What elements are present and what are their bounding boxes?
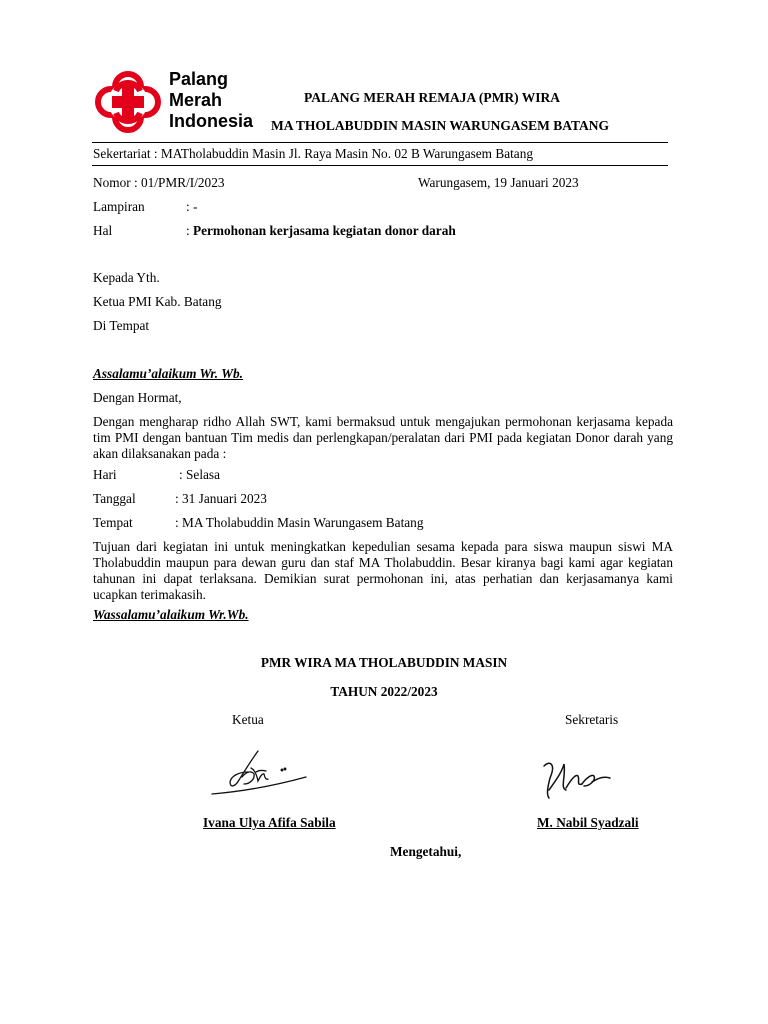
logo-line-1: Palang [169,69,229,89]
logo-text [169,69,253,132]
letter-number: Nomor : 01/PMR/I/2023 [93,175,225,190]
lampiran-label: Lampiran [93,199,145,214]
signature-org: PMR WIRA MA THOLABUDDIN MASIN [260,655,508,670]
recipient-line-2: Ketua PMI Kab. Batang [93,294,222,309]
greeting: Dengan Hormat, [93,390,182,405]
detail-tanggal-value: : 31 Januari 2023 [175,491,267,506]
name-ketua: Ivana Ulya Afifa Sabila [203,815,336,830]
header-line-1: PALANG MERAH REMAJA (PMR) WIRA [304,90,560,105]
detail-hari-label: Hari [93,467,117,482]
role-ketua: Ketua [232,712,264,727]
detail-tanggal-label: Tanggal [93,491,136,506]
detail-tempat-value: : MA Tholabuddin Masin Warungasem Batang [175,515,424,530]
place-date: Warungasem, 19 Januari 2023 [418,175,579,190]
hal-colon: : [186,223,190,238]
signature-ketua [206,748,316,804]
detail-hari-value: : Selasa [179,467,220,482]
mengetahui: Mengetahui, [390,844,462,859]
lampiran-value: : - [186,199,198,214]
secretariat-address: Sekertariat : MATholabuddin Masin Jl. Raya Masin No. 02 B Warungasem Batang [93,146,533,161]
opening-salutation: Assalamu’alaikum Wr. Wb. [93,366,244,381]
signature-sekretaris [540,750,616,802]
pmi-emblem-icon [94,70,162,134]
logo-line-3: Indonesia [169,111,254,131]
closing-salutation: Wassalamu’alaikum Wr.Wb. [93,607,249,622]
logo-line-2: Merah [169,90,223,110]
paragraph-1: Dengan mengharap ridho Allah SWT, kami bermaksud untuk mengajukan permohonan kerjasama kepada tim PMI dengan bantuan Tim medis dan perlengkapan/peralatan dari PMI pada kegiatan Donor darah yang akan dilaksanakan pada : [93,414,673,461]
detail-tempat-label: Tempat [93,515,133,530]
hal-label: Hal [93,223,113,238]
header-rule-bottom [92,165,668,166]
header-rule-top [92,142,668,143]
subject: Permohonan kerjasama kegiatan donor darah [193,223,456,238]
signature-year: TAHUN 2022/2023 [330,684,438,699]
recipient-line-3: Di Tempat [93,318,150,333]
recipient-line-1: Kepada Yth. [93,270,160,285]
name-sekretaris: M. Nabil Syadzali [537,815,639,830]
header-line-2: MA THOLABUDDIN MASIN WARUNGASEM BATANG [271,118,610,133]
role-sekretaris: Sekretaris [565,712,619,727]
paragraph-2: Tujuan dari kegiatan ini untuk meningkatkan kepedulian sesama kepada para siswa maupun siswi MA Tholabuddin maupun para dewan guru dan staf MA Tholabuddin. Besar kiranya bagi kami agar kegiatan tahunan ini dapat terlaksana. Demikian surat permohonan ini, atas perhatian dan kerjasamanya kami ucapkan terimakasih. [93,539,673,602]
